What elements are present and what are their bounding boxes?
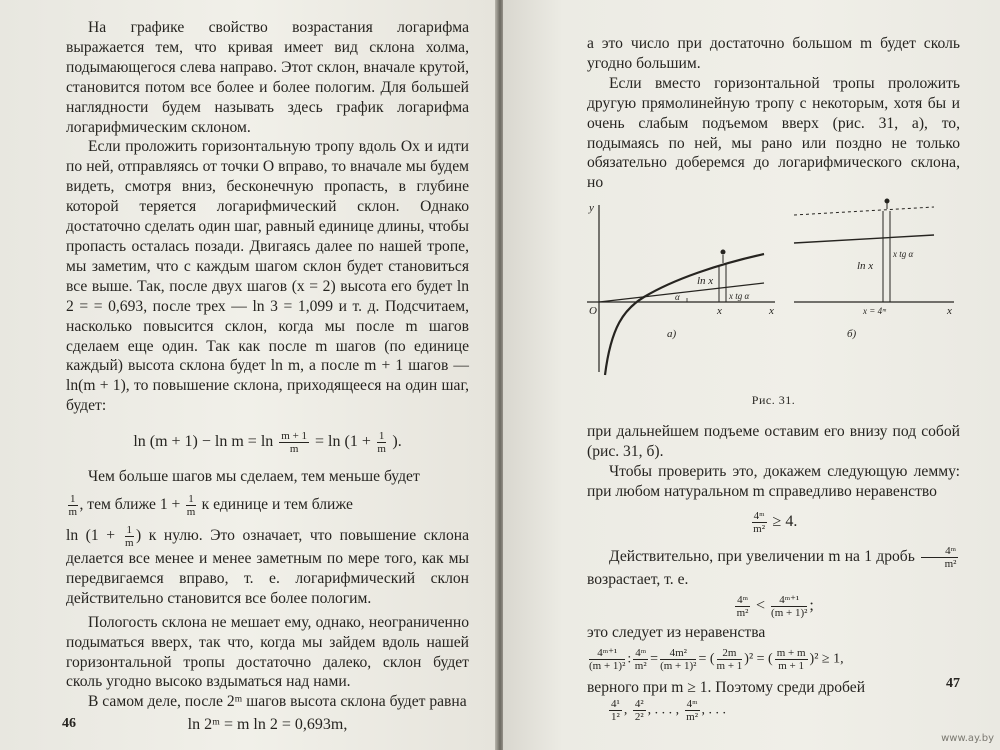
label-origin: O [589, 305, 597, 318]
label-y: y [589, 202, 594, 215]
paragraph: это следует из неравенства [587, 623, 766, 641]
fraction: $\frac{1}{m}$ [68, 493, 78, 519]
log-curve [605, 254, 764, 375]
paragraph: Чем больше шагов мы сделаем, тем меньше будет [88, 468, 420, 486]
fraction: $\frac{1}{m}$ [186, 493, 196, 519]
fraction: $\frac{m + 1}{m}$ [281, 430, 308, 456]
page-number: 46 [62, 716, 76, 731]
watermark: www.ay.by [941, 733, 994, 744]
label-xtga: x tg α [729, 291, 750, 302]
lemma-formula: $\frac{\text{4ᵐ}}{\text{m²}}$ ≥ 4. [753, 509, 798, 535]
label-x-axis-b: x [947, 305, 952, 318]
formula-log-difference: ln (m + 1) − ln m = ln $\frac{m + 1}{m}$ = ln (1 + $\frac{1}{m}$ ). [133, 430, 402, 456]
label-x-point: x [717, 305, 722, 318]
formula-ln-2m: ln 2ᵐ = m ln 2 = 0,693m, [187, 716, 348, 734]
label-x-axis: x [769, 305, 774, 318]
label-xtga-b: x tg α [893, 249, 914, 260]
paragraph: Действительно, при увеличении m на 1 дробь $\frac{\text{4ᵐ}}{\text{m²}}$ возрастает, т. е. [587, 544, 957, 588]
proof-formula: $\frac{\text{4ᵐ⁺¹}}{\text{(m + 1)²}}$ : $\frac{\text{4ᵐ}}{\text{m²}}$ = $\frac{\text{4m²}}{\text{(m + 1)²}}$ = ( $\frac{2m}{m + 1}$ )² = ( $\frac{m + m}{m + 1}$ )² ≥ 1, [589, 646, 844, 672]
paragraph: верного при m ≥ 1. Поэтому среди дробей [587, 678, 866, 696]
paragraph: Если вместо горизонтальной тропы проложить другую прямолинейную тропу с некоторым, хотя бы и очень слабым подъемом вверх (рис. 31, а), то, подымаясь по ней, мы рано или поздно не только обязательно доберемся до логарифмического склона, но [587, 74, 960, 192]
label-lnx-b: ln x [857, 260, 874, 273]
page-number: 47 [946, 676, 960, 691]
paragraph: $\frac{1}{m}$ , тем ближе 1 + $\frac{1}{m}$ к единице и тем ближе [68, 493, 353, 519]
paragraph: В самом деле, после 2ᵐ шагов высота склона будет равна [88, 693, 467, 711]
fraction: $\frac{1}{m}$ [377, 430, 386, 456]
label-panel-a: а) [667, 328, 677, 341]
fraction-sequence: $\frac{\text{4¹}}{\text{1²}}$ , $\frac{\text{4²}}{\text{2²}}$ , . . . , $\frac{\text{4ᵐ}}{\text{m²}}$ , . . . [611, 697, 727, 723]
paragraph: при дальнейшем подъеме оставим его внизу под собой (рис. 31, б). [587, 423, 960, 461]
label-lnx: ln x [697, 275, 714, 288]
inequality: $\frac{\text{4ᵐ}}{\text{m²}}$ < $\frac{\text{4ᵐ⁺¹}}{\text{(m + 1)²}}$ ; [736, 593, 814, 619]
paragraph: На графике свойство возрастания логарифма выражается тем, что кривая имеет вид склона холма, подымающегося слева направо. Этот склон, вначале крутой, становится потом все более и более пологим. Для большей наглядности будем называть здесь график логарифма логарифмическим склоном. [66, 19, 469, 136]
paragraph: а это число при достаточно большом m будет сколь угодно большим. [587, 35, 960, 72]
figure-31 [579, 197, 959, 387]
label-alpha: α [675, 292, 680, 303]
paragraph: ln (1 + $\frac{1}{m}$ ) к нулю. Это означает, что повышение склона делается все менее и менее заметным по мере того, как мы передвигаемся вправо, т. е. логарифмический склон действительно становится все более пологим. [66, 524, 470, 607]
paragraph: Если проложить горизонтальную тропу вдоль Ox и идти по ней, отправляясь от точки O вправо, то вначале мы будем видеть, смотря вниз, бесконечную пропасть, в глубине которой теряется логарифмический склон. Однако достаточно сделать один шаг, равный единице длины, чтобы пропасть осталась позади. Двигаясь далее по нашей тропе, мы заметим, что с каждым шагом склон будет становиться все выше. Так, после двух шагов (x = 2) высота его будет ln 2 = = 0,693, после трех — ln 3 = 1,099 и т. д. Подсчитаем, насколько повысится склон, когда мы после m шагов сделаем еще один. Так как после m шагов (по единице каждый) высота склона будет ln m, а после m + 1 шагов — ln(m + 1), то повышение склона, приходящееся на один шаг, будет: [66, 138, 469, 415]
left-page [0, 0, 497, 750]
figure-caption: Рис. 31. [751, 393, 796, 408]
paragraph: Чтобы проверить это, докажем следующую лемму: при любом натуральном m справедливо неравенство [587, 463, 960, 500]
fraction: $\frac{1}{m}$ [125, 524, 134, 550]
paragraph: Пологость склона не мешает ему, однако, неограниченно подыматься вверх, так что, когда мы зайдем вдоль нашей горизонтальной тропы достаточно далеко, склон будет сколь угодно высоко вздыматься над нами. [66, 613, 469, 691]
label-x4m: x = 4ᵐ [863, 306, 886, 317]
right-page [503, 0, 1000, 750]
label-panel-b: б) [847, 328, 857, 341]
